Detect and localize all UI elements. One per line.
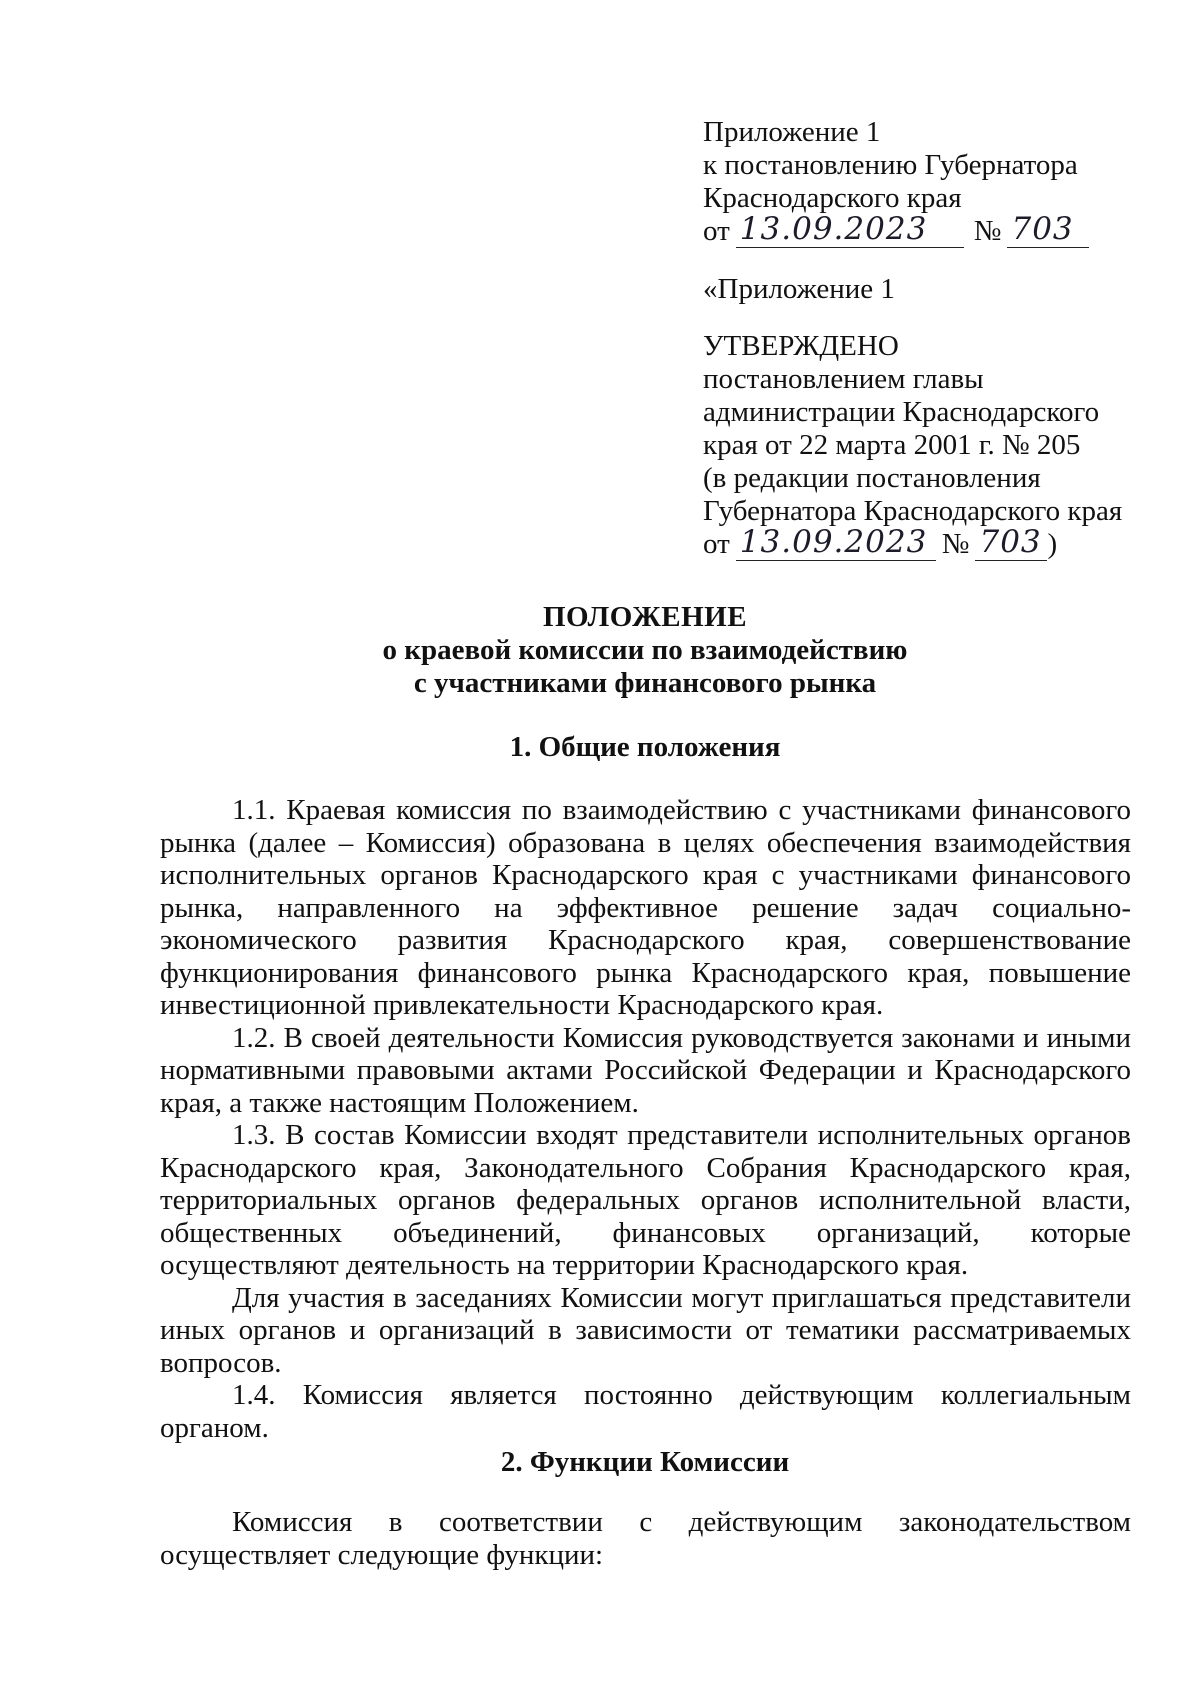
appendix-header [703,116,1163,248]
number-field [975,524,1047,561]
paragraph: 1.4. Комиссия является постоянно действующим коллегиальным органом. [160,1379,1131,1444]
date-field [736,211,964,248]
title-line: о краевой комиссии по взаимодействию [382,634,908,666]
approved-line: УТВЕРЖДЕНО [703,330,899,362]
document-title [0,601,1200,700]
approved-line: постановлением главы [703,363,984,395]
closing-paren: ) [1047,528,1058,560]
paragraph: 1.1. Краевая комиссия по взаимодействию с участниками финансового рынка (далее – Комиссия) образована в целях обеспечения взаимодействия исполнительных органов Краснодарского края с участниками финансового рынка, направленного на эффективное решение задач социально-экономического развития Краснодарского края, совершенствование функционирования финансового рынка Краснодарского края, повышение инвестиционной привлекательности Краснодарского края. [160,794,1131,1021]
handwritten-date: 13.09.2023 [739,211,928,247]
appendix-line: к постановлению Губернатора [703,149,1078,181]
approved-line: Губернатора Краснодарского края [703,495,1123,527]
from-prefix: от [703,528,730,560]
appendix-line: Краснодарского края [703,182,962,214]
section1-body [160,794,1131,1444]
handwritten-number: 703 [979,524,1042,560]
section-heading: 1. Общие положения [509,731,781,763]
paragraph: 1.3. В состав Комиссии входят представители исполнительных органов Краснодарского края, Законодательного Собрания Краснодарского края, территориальных органов федеральных органов исполнительной власти, общественных объединений, финансовых организаций, которые осуществляют деятельность на территории Краснодарского края. [160,1119,1131,1281]
decree-date-line [703,211,1163,248]
date-field [736,524,936,561]
approved-line: края от 22 марта 2001 г. № 205 [703,429,1081,461]
approved-line: (в редакции постановления [703,462,1041,494]
appendix-line: Приложение 1 [703,116,881,148]
revision-date-line [703,524,1173,561]
number-sign: № [973,215,1002,247]
paragraph: 1.2. В своей деятельности Комиссия руководствуется законами и иными нормативными правовыми актами Российской Федерации и Краснодарского края, а также настоящим Положением. [160,1021,1131,1119]
from-prefix: от [703,215,730,247]
appendix-label: «Приложение 1 [703,273,895,305]
section-heading: 2. Функции Комиссии [500,1446,790,1478]
number-sign: № [941,528,970,560]
number-field [1007,211,1089,248]
section2-body [160,1506,1131,1571]
handwritten-date: 13.09.2023 [739,524,928,560]
paragraph: Для участия в заседаниях Комиссии могут приглашаться представители иных органов и организаций в зависимости от тематики рассматриваемых вопросов. [160,1281,1131,1379]
paragraph: Комиссия в соответствии с действующим законодательством осуществляет следующие функции: [160,1506,1131,1571]
handwritten-number: 703 [1011,211,1074,247]
title-line: ПОЛОЖЕНИЕ [542,601,748,633]
approved-line: администрации Краснодарского [703,396,1100,428]
approval-block [703,273,1173,561]
title-line: с участниками финансового рынка [413,667,877,699]
